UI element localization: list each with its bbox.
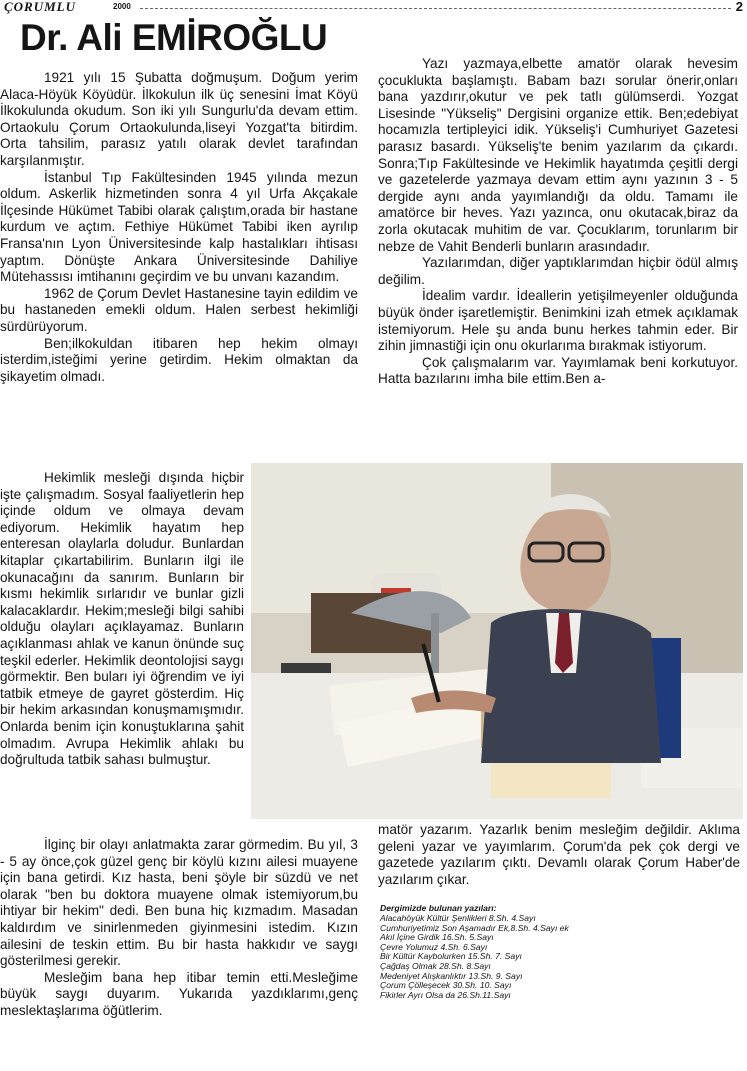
list-item: Çevre Yolumuz 4.Sh. 6.Sayı bbox=[380, 941, 488, 952]
paragraph: İlginç bir olayı anlatmakta zarar görmedim. Bu yıl, 3 - 5 ay önce,çok güzel genç bir köylü kızını ailesi muayene için bana getirdi. Kız hasta, beni şöyle bir süzdü ve net olarak "ben bu doktora muayene olmak istemiyorum,bu ihtiyar bir hekim" dedi. Ben buna hiç kızmadım. Masadan kaldırdım ve sinirlenmeden giyinmesini istedim. Kızın ailesini de teskin ettim. Bu bir hasta hakkıdır ve saygı gösterilmesi gerekir. bbox=[0, 837, 358, 969]
paragraph: Hekimlik mesleği dışında hiçbir işte çalışmadım. Sosyal faaliyetlerin hep içinde oldum ve olmaya devam ediyorum. Hekimlik hayatım hep enteresan olaylarla doludur. Bunlardan kitaplar çıkartabilirim. Bunların ilgi ile okunacağını da sanırım. Bunların bir kısmı hekimlik sırlarıdır ve bunlar gizli kalacaklardır. Hekim;mesleği bilgi sahibi olduğu olayları açıklayamaz. Bunların açıklanması ahlak ve kanun önünde suç teşkil ederler. Hekimlik deontolojisi saygı görmektir. Ben buları iyi öğrendim ve iyi tatbik etmeye de gayret gösterdim. Hiç bir hekim arkasından konuşmamışmıdır. Onlarda benim için konuştuklarına şahit olmadım. Avrupa Hekimlik ahlakı bu doğrultuda tatbik sahası bulmuştur. bbox=[0, 470, 244, 768]
left-column-top bbox=[0, 70, 358, 385]
paragraph: Ben;ilkokuldan itibaren hep hekim olmayı isterdim,isteğimi yerine getirdim. Hekim olmaktan da şikayetim olmadı. bbox=[0, 335, 358, 384]
page-number: 2 bbox=[735, 0, 743, 14]
paragraph: İdealim vardır. İdeallerin yetişilmeyenler olduğunda büyük önder işaretlemiştir. Benimkini izah etmek açıklamak istemiyorum. Hele şu anda bunu herkes tahmin eder. Bir zihin jimnastiği için onu okurlarıma bırakmak istiyorum. bbox=[378, 288, 738, 354]
header-dotted-rule bbox=[140, 8, 731, 9]
article-title: Dr. Ali EMİROĞLU bbox=[20, 17, 328, 58]
left-column-narrow bbox=[0, 470, 244, 769]
magazine-brand: ÇORUMLU bbox=[4, 0, 77, 14]
paragraph: Yazılarımdan, diğer yaptıklarımdan hiçbir ödül almış değilim. bbox=[378, 255, 738, 287]
paragraph: 1921 yılı 15 Şubatta doğmuşum. Doğum yerim Alaca-Höyük Köyüdür. İlkokulun ilk üç senesini İmat Köyü İlkokulunda okudum. Son iki yılı Sungurlu'da devam ettim. Ortaokulu Çorum Ortaokulunda,liseyi Yozgat'ta bitirdim. Orta tahsilim, parasız yatılı olarak devlet tarafından karşılanmıştır. bbox=[0, 70, 358, 168]
article-list bbox=[380, 914, 740, 1000]
paragraph: Mesleğim bana hep itibar temin etti.Mesleğime büyük saygı duyarım. Yukarıda yazdıklarımı,genç meslektaşlarıma öğütlerim. bbox=[0, 969, 358, 1018]
paragraph: 1962 de Çorum Devlet Hastanesine tayin edildim ve bu hastaneden emekli oldum. Halen serbest hekimliği sürdürüyorum. bbox=[0, 285, 358, 334]
list-item: Fikirler Ayrı Olsa da 26.Sh.11.Sayı bbox=[380, 989, 511, 1000]
paragraph: matör yazarım. Yazarlık benim mesleğim değildir. Aklıma geleni yazar ve yayımlarım. Çorum'da pek çok dergi ve gazetede yazılarım çıktı. Devamlı olarak Çorum Haber'de yazılarım çıkar. bbox=[378, 822, 740, 887]
issue-year: 2000 bbox=[113, 2, 131, 11]
left-column-bottom bbox=[0, 837, 358, 1020]
right-column-top bbox=[378, 56, 738, 388]
list-item: Alacahöyük Kültür Şenlikleri 8.Sh. 4.Sayı bbox=[380, 913, 536, 923]
list-item: Çorum Çölleşecek 30.Sh. 10. Sayı bbox=[380, 980, 512, 991]
author-photo bbox=[251, 463, 743, 819]
list-item: Akıl İçine Girdik 16.Sh. 5.Sayı bbox=[380, 932, 494, 943]
list-title: Dergimizde bulunan yazıları: bbox=[380, 903, 497, 913]
list-item: Medeniyet Alışkanlıktır 13.Sh. 9. Sayı bbox=[380, 970, 523, 981]
paragraph: Çok çalışmalarım var. Yayımlamak beni korkutuyor. Hatta bazılarını imha bile ettim.Ben a- bbox=[378, 354, 738, 387]
page-header bbox=[0, 0, 747, 16]
list-item: Bir Kültür Kaybolurken 15.Sh. 7. Sayı bbox=[380, 951, 522, 962]
right-column-bottom bbox=[378, 822, 740, 888]
paragraph: İstanbul Tıp Fakültesinden 1945 yılında mezun oldum. Askerlik hizmetinden sonra 4 yıl Urfa Akçakale İlçesinde Hükümet Tabibi olarak çalıştım,orada bir hastane kurdum ve açtım. Fethiye Hükümet Tabibi iken ayrılıp Fransa'nın Lyon Üniversitesinde kalp hastalıkları ihtisası yaptım. Dönüşte Ankara Üniversitesinde Dahiliye Mütehassısı imtihanını geçirdim ve bu unvanı kazandım. bbox=[0, 169, 358, 285]
list-item: Çağdaş Olmak 28.Sh. 8.Sayı bbox=[380, 960, 491, 971]
paragraph: Yazı yazmaya,elbette amatör olarak hevesim çocuklukta başlamıştı. Babam bazı sorular önerir,onları bana yazdırır,okutur ve pek tatlı gülümserdi. Yozgat Lisesinde "Yükseliş" Dergisini organize ettik. Ben;edebiyat hocamızla tertipleyici idik. Yükseliş'i Cumhuriyet Gazetesi parasız basardı. Yükseliş'te benim yazılarım da çıkardı. Sonra;Tıp Fakültesinde ve Hekimlik hayatımda çeşitli dergi ve gazetelerde yazmaya devam ettim aynı yazının 3 - 5 dergide aynı anda yayımlandığı da oldu. Tamamı ile amatörce bir heves. Yazı yazınca, onu okutacak,biraz da zorla okutacak muhitim de var. Çocuklarım, torunlarım bir nebze de Vahit Benderli bunların arasındadır. bbox=[378, 56, 738, 254]
list-item: Cumhuriyetimiz Son Aşamadır Ek,8.Sh. 4.Sayı ek bbox=[380, 922, 569, 933]
